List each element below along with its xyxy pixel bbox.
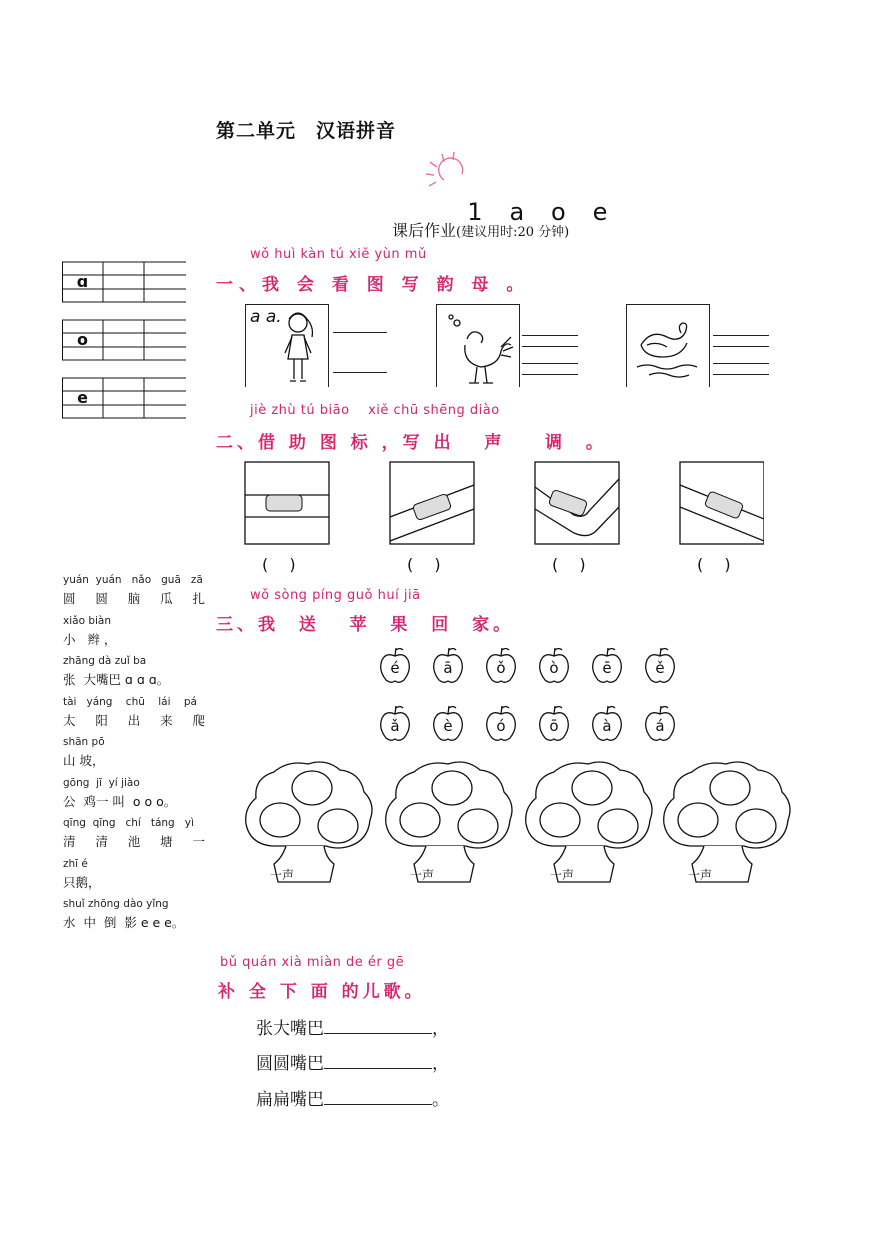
apple-item[interactable] [643, 646, 677, 686]
blank-field[interactable] [324, 1017, 432, 1034]
section4-pinyin: bǔ quán xià miàn de ér gē [220, 955, 405, 970]
rhyme-text: 圆 圆 脑 瓜 扎 [63, 591, 205, 606]
rhyme-pinyin: tài yáng chū lái pá [63, 695, 197, 708]
speech-text: a a. [250, 307, 282, 327]
section4-heading: 补 全 下 面 的儿歌。 [218, 982, 426, 1002]
apple-item[interactable] [431, 704, 465, 744]
apple-tree[interactable] [660, 758, 790, 888]
grid-letter: ɑ [76, 272, 89, 291]
apple-item[interactable] [537, 704, 571, 744]
apple-letter: ò [549, 659, 559, 677]
tone-answer[interactable]: ( ) [262, 555, 296, 574]
grid-letter: e [77, 388, 88, 407]
apple-tree[interactable] [242, 758, 372, 888]
rhyme-text: 山 坡， [63, 753, 105, 768]
rhyme-text: 水 中 倒 影 e e e。 [63, 915, 185, 930]
rhyme-text: 公 鸡一 叫 o o o。 [63, 793, 177, 809]
apple-letter: ó [496, 717, 506, 735]
fill-line: 扁扁嘴巴 。 [256, 1090, 449, 1110]
apple-letter: ē [602, 659, 612, 677]
section3-heading: 三、我 送 苹 果 回 家。 [216, 615, 515, 635]
picture-girl [245, 304, 329, 387]
tree-label: 一声 [688, 868, 713, 882]
tree-label: 一声 [410, 868, 435, 882]
apple-item[interactable] [378, 646, 412, 686]
answer-line [713, 363, 769, 364]
homework-label [392, 218, 569, 241]
unit-title: 第二单元 汉语拼音 [216, 120, 397, 142]
section1-heading: 一、我 会 看 图 写 韵 母 。 [216, 275, 530, 295]
tone-answer[interactable]: ( ) [697, 555, 731, 574]
rhyme-text: 只鹅， [63, 874, 101, 890]
tree-icon [242, 758, 376, 888]
apple-item[interactable] [431, 646, 465, 686]
rhyme-pinyin: gōng jī yí jiào [63, 776, 140, 789]
swan-icon [633, 319, 705, 385]
apple-letter: é [390, 659, 400, 677]
lesson-number: 1 [467, 198, 484, 226]
blank-field[interactable] [324, 1088, 432, 1105]
answer-line [333, 332, 387, 333]
answer-line [522, 335, 578, 336]
tree-label: 一声 [550, 868, 575, 882]
apple-item[interactable] [484, 704, 518, 744]
rhyme-text: 清 清 池 塘 一 [63, 834, 205, 849]
rhyme-pinyin: zhāng dà zuǐ ba [63, 655, 147, 667]
apple-tree[interactable] [522, 758, 652, 888]
apple-item[interactable] [378, 704, 412, 744]
apple-letter: ǒ [496, 659, 506, 677]
answer-line [333, 372, 387, 373]
answer-line [713, 346, 769, 347]
girl-icon [276, 307, 326, 387]
picture-swan [626, 304, 710, 387]
grid-letter: o [77, 330, 88, 349]
homework-note: (建议用时:20 分钟) [456, 225, 570, 240]
lesson-letters: a o e [509, 198, 609, 226]
apple-letter: à [602, 717, 612, 735]
apple-letter: ō [549, 717, 559, 735]
rhyme-text: 张 大嘴巴 ɑ ɑ ɑ。 [63, 672, 170, 687]
apple-letter: è [443, 717, 453, 735]
section2-pinyin: jiè zhù tú biāo xiě chū shēng diào [250, 403, 500, 418]
answer-line [522, 374, 578, 375]
writing-grid[interactable] [62, 319, 186, 365]
answer-line [522, 363, 578, 364]
rhyme-pinyin: shuǐ zhōng dào yǐng [63, 898, 169, 910]
answer-line [522, 346, 578, 347]
apple-letter: ā [443, 659, 453, 677]
rhyme-pinyin: yuán yuán nǎo guā zā [63, 574, 203, 586]
apple-letter: ǎ [390, 717, 400, 735]
apple-letter: á [655, 717, 665, 735]
apple-item[interactable] [484, 646, 518, 686]
homework-main: 课后作业 [392, 221, 457, 240]
apple-item[interactable] [590, 646, 624, 686]
blank-field[interactable] [324, 1052, 432, 1069]
tree-label: 一声 [270, 868, 295, 882]
rhyme-text: 小 辫 ， [63, 631, 117, 647]
rooster-icon [443, 311, 515, 387]
section2-heading: 二、借 助 图 标 ，写 出 声 调 。 [216, 433, 607, 453]
rhyme-text: 太 阳 出 来 爬 [63, 712, 205, 728]
tree-icon [522, 758, 656, 888]
picture-rooster [436, 304, 520, 387]
answer-line [713, 335, 769, 336]
apple-item[interactable] [590, 704, 624, 744]
rhyme-pinyin: zhī é [63, 857, 88, 870]
rhyme-pinyin: shān pō [63, 736, 105, 748]
tree-icon [382, 758, 516, 888]
rhyme-pinyin: qīng qīng chí táng yì [63, 817, 194, 829]
tone-answer[interactable]: ( ) [407, 555, 441, 574]
rhyme-pinyin: xiǎo biàn [63, 614, 111, 627]
apple-item[interactable] [643, 704, 677, 744]
writing-grid[interactable] [62, 261, 186, 307]
section1-pinyin: wǒ huì kàn tú xiě yùn mǔ [250, 247, 427, 262]
tone-road-pictures [244, 461, 764, 547]
fill-line: 张大嘴巴 ， [256, 1019, 449, 1039]
section3-pinyin: wǒ sòng píng guǒ huí jiā [250, 588, 421, 603]
tree-icon [660, 758, 794, 888]
apple-item[interactable] [537, 646, 571, 686]
answer-line [713, 374, 769, 375]
fill-line: 圆圆嘴巴 ， [256, 1054, 449, 1074]
tone-answer[interactable]: ( ) [552, 555, 586, 574]
writing-grid[interactable] [62, 377, 186, 423]
apple-tree[interactable] [382, 758, 512, 888]
apple-letter: ě [655, 659, 665, 677]
